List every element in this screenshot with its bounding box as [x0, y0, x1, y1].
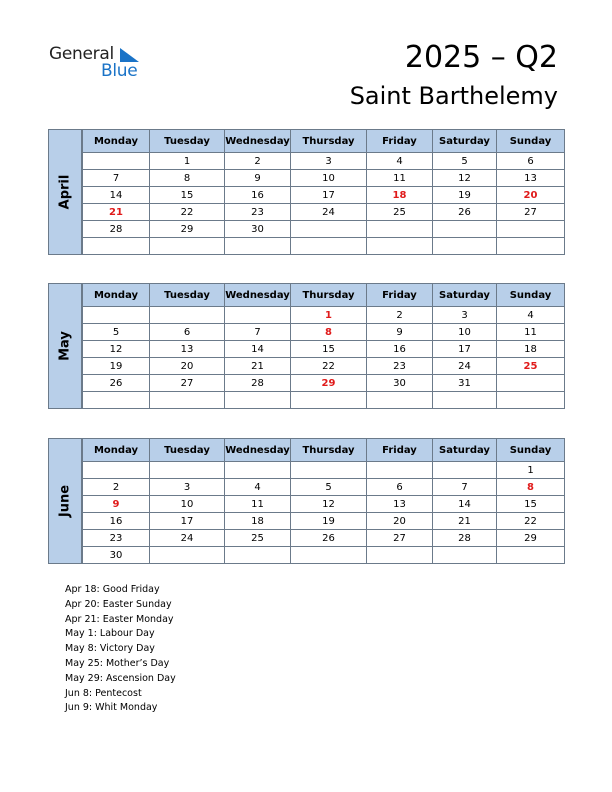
day-cell — [497, 238, 565, 255]
weekday-header: Sunday — [497, 130, 565, 153]
day-cell — [433, 392, 497, 409]
day-cell: 17 — [150, 513, 225, 530]
day-cell: 11 — [367, 170, 433, 187]
day-cell: 28 — [225, 375, 291, 392]
day-cell — [497, 547, 565, 564]
week-row — [83, 496, 565, 513]
weekday-header: Monday — [83, 130, 150, 153]
day-cell: 20 — [150, 358, 225, 375]
day-cell: 30 — [83, 547, 150, 564]
day-cell — [150, 547, 225, 564]
weekday-header: Tuesday — [150, 284, 225, 307]
day-cell: 8 — [291, 324, 367, 341]
day-cell: 2 — [367, 307, 433, 324]
weekday-header: Friday — [367, 284, 433, 307]
weekday-header: Friday — [367, 439, 433, 462]
day-cell — [497, 375, 565, 392]
week-row — [83, 170, 565, 187]
weekday-header: Wednesday — [225, 439, 291, 462]
day-cell: 23 — [367, 358, 433, 375]
day-cell — [225, 238, 291, 255]
day-cell: 5 — [83, 324, 150, 341]
weekday-header: Thursday — [291, 284, 367, 307]
weekday-header: Sunday — [497, 439, 565, 462]
logo-triangle-icon — [120, 48, 139, 62]
day-cell: 14 — [83, 187, 150, 204]
week-row — [83, 187, 565, 204]
day-cell: 30 — [225, 221, 291, 238]
holiday-list — [65, 583, 176, 716]
day-cell: 18 — [367, 187, 433, 204]
week-row — [83, 307, 565, 324]
holiday-item: Apr 20: Easter Sunday — [65, 598, 172, 610]
week-row — [83, 358, 565, 375]
day-cell — [367, 392, 433, 409]
day-cell: 16 — [225, 187, 291, 204]
day-cell — [83, 462, 150, 479]
day-cell — [367, 221, 433, 238]
day-cell: 25 — [225, 530, 291, 547]
day-cell: 22 — [291, 358, 367, 375]
week-row — [83, 324, 565, 341]
calendar-grid — [82, 438, 565, 564]
day-cell: 3 — [433, 307, 497, 324]
day-cell: 1 — [497, 462, 565, 479]
week-row — [83, 341, 565, 358]
day-cell — [433, 221, 497, 238]
month-name: April — [57, 174, 73, 210]
weekday-header: Tuesday — [150, 439, 225, 462]
weekday-header: Saturday — [433, 439, 497, 462]
week-row — [83, 375, 565, 392]
logo — [49, 44, 149, 84]
day-cell — [225, 307, 291, 324]
week-row — [83, 479, 565, 496]
day-cell — [225, 392, 291, 409]
day-cell: 24 — [433, 358, 497, 375]
day-cell: 18 — [497, 341, 565, 358]
week-row — [83, 462, 565, 479]
day-cell: 8 — [497, 479, 565, 496]
day-cell: 25 — [497, 358, 565, 375]
day-cell: 4 — [367, 153, 433, 170]
day-cell: 13 — [367, 496, 433, 513]
day-cell — [433, 547, 497, 564]
day-cell: 9 — [367, 324, 433, 341]
day-cell: 22 — [150, 204, 225, 221]
day-cell: 16 — [367, 341, 433, 358]
day-cell: 21 — [83, 204, 150, 221]
day-cell: 9 — [225, 170, 291, 187]
weekday-header: Wednesday — [225, 284, 291, 307]
day-cell: 26 — [83, 375, 150, 392]
day-cell: 4 — [497, 307, 565, 324]
day-cell: 6 — [367, 479, 433, 496]
day-cell: 17 — [433, 341, 497, 358]
day-cell — [83, 392, 150, 409]
day-cell: 17 — [291, 187, 367, 204]
day-cell — [291, 238, 367, 255]
holiday-item: Apr 18: Good Friday — [65, 584, 160, 595]
day-cell: 7 — [225, 324, 291, 341]
weekday-header: Tuesday — [150, 130, 225, 153]
day-cell: 15 — [150, 187, 225, 204]
day-cell: 1 — [291, 307, 367, 324]
week-row — [83, 547, 565, 564]
day-cell: 11 — [497, 324, 565, 341]
day-cell: 9 — [83, 496, 150, 513]
day-cell: 22 — [497, 513, 565, 530]
day-cell: 24 — [150, 530, 225, 547]
holiday-item: May 25: Mother’s Day — [65, 657, 170, 669]
day-cell: 13 — [497, 170, 565, 187]
day-cell — [83, 238, 150, 255]
week-row — [83, 221, 565, 238]
day-cell: 2 — [225, 153, 291, 170]
weekday-header: Friday — [367, 130, 433, 153]
month-label — [48, 129, 82, 255]
day-cell: 12 — [83, 341, 150, 358]
holiday-item: Jun 8: Pentecost — [65, 687, 142, 699]
day-cell: 7 — [433, 479, 497, 496]
page-subtitle: Saint Barthelemy — [349, 82, 558, 110]
weekday-header: Saturday — [433, 284, 497, 307]
day-cell — [433, 238, 497, 255]
logo-general-text: General — [49, 44, 114, 64]
day-cell — [497, 221, 565, 238]
day-cell: 1 — [150, 153, 225, 170]
holiday-item: Jun 9: Whit Monday — [65, 702, 158, 714]
day-cell: 25 — [367, 204, 433, 221]
month-label — [48, 438, 82, 564]
day-cell — [367, 238, 433, 255]
day-cell: 10 — [150, 496, 225, 513]
day-cell: 2 — [83, 479, 150, 496]
day-cell — [291, 392, 367, 409]
day-cell: 13 — [150, 341, 225, 358]
day-cell: 29 — [150, 221, 225, 238]
day-cell: 8 — [150, 170, 225, 187]
day-cell: 27 — [367, 530, 433, 547]
month-calendar — [48, 438, 564, 564]
page-title: 2025 – Q2 — [404, 40, 558, 75]
day-cell: 12 — [433, 170, 497, 187]
day-cell — [291, 547, 367, 564]
logo-blue-text: Blue — [101, 61, 138, 81]
day-cell: 3 — [291, 153, 367, 170]
day-cell: 6 — [497, 153, 565, 170]
month-label — [48, 283, 82, 409]
week-row — [83, 530, 565, 547]
holiday-item: May 1: Labour Day — [65, 628, 155, 640]
day-cell: 28 — [83, 221, 150, 238]
day-cell: 24 — [291, 204, 367, 221]
day-cell: 4 — [225, 479, 291, 496]
day-cell: 5 — [291, 479, 367, 496]
day-cell — [225, 547, 291, 564]
day-cell — [367, 547, 433, 564]
day-cell: 29 — [291, 375, 367, 392]
day-cell: 28 — [433, 530, 497, 547]
day-cell: 26 — [433, 204, 497, 221]
day-cell — [291, 462, 367, 479]
calendar-grid — [82, 283, 565, 409]
day-cell — [225, 462, 291, 479]
day-cell — [367, 462, 433, 479]
calendar-grid — [82, 129, 565, 255]
weekday-header: Saturday — [433, 130, 497, 153]
day-cell: 18 — [225, 513, 291, 530]
day-cell — [83, 153, 150, 170]
week-row — [83, 204, 565, 221]
day-cell: 19 — [291, 513, 367, 530]
day-cell: 10 — [433, 324, 497, 341]
day-cell — [150, 392, 225, 409]
day-cell: 20 — [497, 187, 565, 204]
weekday-header: Thursday — [291, 439, 367, 462]
day-cell: 15 — [497, 496, 565, 513]
day-cell: 31 — [433, 375, 497, 392]
day-cell — [150, 307, 225, 324]
day-cell: 23 — [83, 530, 150, 547]
week-row — [83, 392, 565, 409]
day-cell — [497, 392, 565, 409]
day-cell: 23 — [225, 204, 291, 221]
week-row — [83, 513, 565, 530]
day-cell: 29 — [497, 530, 565, 547]
holiday-item: May 8: Victory Day — [65, 643, 155, 655]
day-cell — [150, 462, 225, 479]
holiday-item: Apr 21: Easter Monday — [65, 613, 174, 625]
day-cell — [291, 221, 367, 238]
weekday-header: Monday — [83, 439, 150, 462]
day-cell: 21 — [225, 358, 291, 375]
day-cell: 11 — [225, 496, 291, 513]
day-cell: 10 — [291, 170, 367, 187]
day-cell: 12 — [291, 496, 367, 513]
week-row — [83, 153, 565, 170]
weekday-header: Monday — [83, 284, 150, 307]
day-cell: 26 — [291, 530, 367, 547]
day-cell: 6 — [150, 324, 225, 341]
day-cell: 27 — [497, 204, 565, 221]
day-cell: 15 — [291, 341, 367, 358]
day-cell — [150, 238, 225, 255]
day-cell: 16 — [83, 513, 150, 530]
day-cell: 19 — [433, 187, 497, 204]
day-cell: 14 — [433, 496, 497, 513]
weekday-header: Sunday — [497, 284, 565, 307]
weekday-header: Thursday — [291, 130, 367, 153]
day-cell: 19 — [83, 358, 150, 375]
month-name: May — [57, 331, 73, 361]
weekday-header: Wednesday — [225, 130, 291, 153]
month-name: June — [57, 484, 73, 518]
week-row — [83, 238, 565, 255]
month-calendar — [48, 129, 564, 255]
day-cell: 5 — [433, 153, 497, 170]
day-cell: 14 — [225, 341, 291, 358]
day-cell: 21 — [433, 513, 497, 530]
day-cell — [433, 462, 497, 479]
day-cell: 30 — [367, 375, 433, 392]
day-cell: 3 — [150, 479, 225, 496]
day-cell: 7 — [83, 170, 150, 187]
day-cell — [83, 307, 150, 324]
month-calendar — [48, 283, 564, 409]
day-cell: 27 — [150, 375, 225, 392]
holiday-item: May 29: Ascension Day — [65, 672, 176, 684]
day-cell: 20 — [367, 513, 433, 530]
